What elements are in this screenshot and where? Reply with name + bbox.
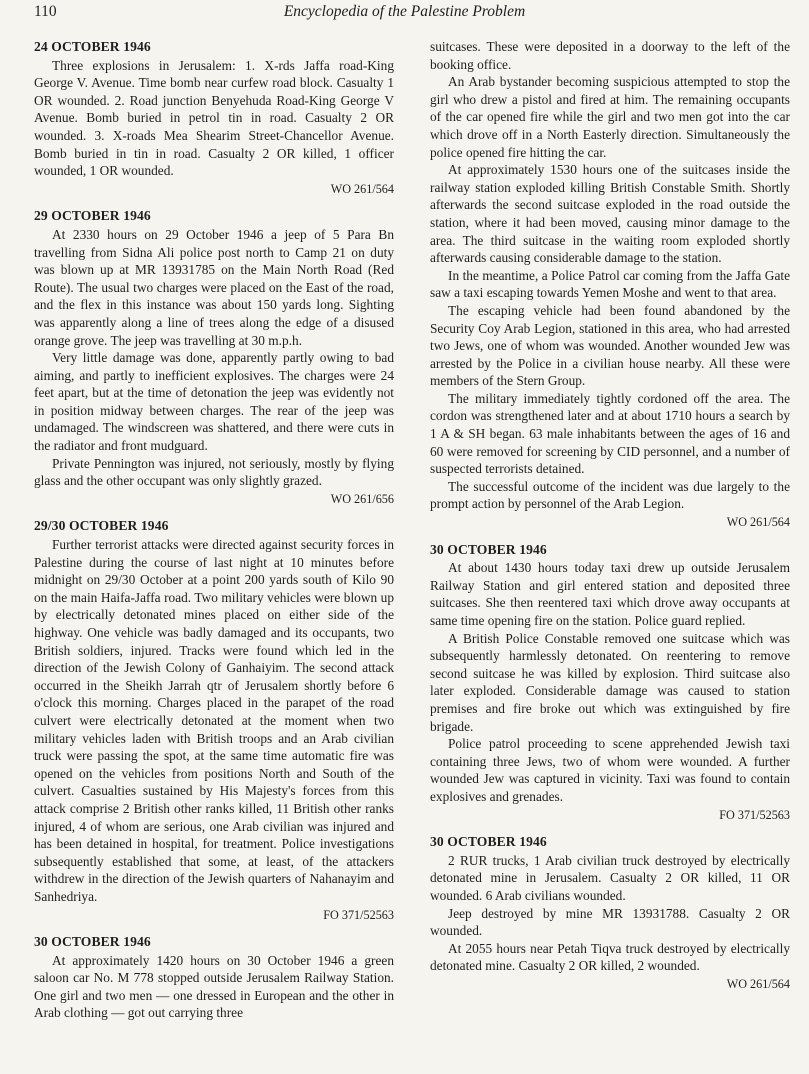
archive-reference: WO 261/656 <box>330 491 394 506</box>
entry-paragraph: At 2055 hours near Petah Tiqva truck destroyed by electrically detonated mine. Casualty 2 OR killed, 2 wounded. <box>430 940 790 974</box>
entry-date-heading: 30 OCTOBER 1946 <box>430 541 547 557</box>
entry-date-heading: 29/30 OCTOBER 1946 <box>34 518 169 534</box>
entry-paragraph: Three explosions in Jerusalem: 1. X-rds Jaffa road-King George V. Avenue. Time bomb near curfew road block. Casualty 1 OR wounded. 2. Road junction Benyehuda Road-King George V Avenue. Bomb buried in petrol tin in road. Casualty 2 OR wounded. 3. X-roads Mea Shearim Street-Chancellor Avenue. Bomb buried in tin in road. Casualty 2 OR killed, 1 officer wounded, 1 OR wounded. <box>34 57 394 179</box>
entry-paragraph: At 2330 hours on 29 October 1946 a jeep of 5 Para Bn travelling from Sidna Ali police post north to Camp 21 on duty was blown up at MR 13931785 on the Main North Road (Red Route). The usual two charges were placed on the East of the road, and the flex in this instance was about 150 yards long. Sighting was apparently along a line of trees along the edge of a disused orange grove. The jeep was travelling at 30 m.p.h. <box>34 226 394 348</box>
page-number: 110 <box>34 3 57 20</box>
left-column <box>34 38 394 1022</box>
entry-paragraph: At approximately 1420 hours on 30 October 1946 a green saloon car No. M 778 stopped outside Jerusalem Railway Station. One girl and two men — one dressed in European and the other in Arab clothing — got out carrying three <box>34 952 394 1021</box>
entry-paragraph: The successful outcome of the incident was due largely to the prompt action by personnel of the Arab Legion. <box>430 478 790 512</box>
archive-reference: WO 261/564 <box>330 181 394 196</box>
entry-date-heading: 29 OCTOBER 1946 <box>34 208 151 224</box>
running-title: Encyclopedia of the Palestine Problem <box>283 3 526 20</box>
entry-paragraph: The escaping vehicle had been found abandoned by the Security Coy Arab Legion, stationed in this area, who had arrested two Jews, one of whom was wounded. Another wounded Jew was arrested by the Police in a civilian house nearby. All these were members of the Stern Group. <box>430 302 790 389</box>
entry-paragraph: Very little damage was done, apparently partly owing to bad aiming, and partly to inefficient explosives. The charges were 24 feet apart, but at the time of detonation the jeep was evidently not in position midway between charges. The rear of the jeep was undamaged. The windscreen was shattered, and there were cuts in the radiator and front mudguard. <box>34 350 394 454</box>
entry-paragraph: An Arab bystander becoming suspicious attempted to stop the girl who drew a pistol and fired at him. The remaining occupants of the car opened fire while the girl and two men got into the car which drove off in a North Easterly direction. Simultaneously the police opened fire hitting the car. <box>430 74 790 160</box>
entry-section <box>34 38 394 198</box>
entry-paragraph: A British Police Constable removed one suitcase which was subsequently harmlessly detonated. On reentering to remove second suitcase he was killed by explosion. Third suitcase also later exploded. Considerable damage was caused to station premises and fire broke out which was extinguished by fire brigade. <box>430 630 790 734</box>
archive-reference: FO 371/52563 <box>719 807 790 822</box>
entry-paragraph: Private Pennington was injured, not seriously, mostly by flying glass and the other occupant was only slightly grazed. <box>34 455 394 489</box>
page-header <box>0 3 809 23</box>
entry-paragraph: Further terrorist attacks were directed against security forces in Palestine during the course of last night at 10 minutes before midnight on 29/30 October at a point 200 yards south of Kilo 90 on the main Haifa-Jaffa road. Two military vehicles were blown up by electrically detonated mines placed on either side of the highway. One vehicle was badly damaged and its occupants, two British soldiers, injured. Tracks were found which led in the direction of the Jewish Colony of Ganhaiyim. The second attack occurred in the Sheikh Jarrah qtr of Jerusalem shortly before 6 o'clock this morning. Charges placed in the parapet of the road culvert were electrically detonated at the moment when two military vehicles laden with British troops and an Arab civilian truck were passing the spot, at the same time automatic fire was opened on the vehicles from positions North and South of the culvert. Casualties sustained by His Majesty's forces from this attack comprise 2 British other ranks killed, 11 British other ranks injured, 4 of whom are serious, one Arab civilian was injured and has been detained in hospital, for treatment. Police investigations subsequently established that some, at least, of the attackers withdrew in the direction of the Jewish quarters of Nahanayim and Sanhedriya. <box>34 537 394 904</box>
entry-section <box>34 517 394 924</box>
entry-paragraph: Jeep destroyed by mine MR 13931788. Casualty 2 OR wounded. <box>430 905 790 939</box>
entry-paragraph: At about 1430 hours today taxi drew up outside Jerusalem Railway Station and girl entered station and deposited three suitcases. She then reentered taxi which drove away occupants at same time opening fire on the station. Police guard replied. <box>430 560 790 628</box>
entry-section <box>430 833 790 993</box>
archive-reference: FO 371/52563 <box>323 907 394 922</box>
right-column <box>430 38 790 995</box>
archive-reference: WO 261/564 <box>726 515 790 530</box>
entry-section <box>34 933 394 1022</box>
entry-paragraph: The military immediately tightly cordoned off the area. The cordon was strengthened later and at about 1710 hours a search by 1 A & SH began. 63 male inhabitants between the ages of 16 and 60 were removed for screening by CID personnel, and a number of suspected terrorists detained. <box>430 390 790 477</box>
entry-section <box>34 207 394 508</box>
archive-reference: WO 261/564 <box>726 976 790 991</box>
entry-date-heading: 24 OCTOBER 1946 <box>34 39 151 54</box>
entry-paragraph: Police patrol proceeding to scene apprehended Jewish taxi containing three Jews, two of whom were wounded. A further wounded Jew was captured in vicinity. Taxi was found to contain explosives and grenades. <box>430 736 790 804</box>
entry-date-heading: 30 OCTOBER 1946 <box>430 834 547 850</box>
entry-paragraph: At approximately 1530 hours one of the suitcases inside the railway station exploded killing British Constable Smith. Shortly afterwards the second suitcase exploded in the road outside the station, where it had been moved, causing minor damage to the area. The third suitcase in the waiting room exploded shortly afterwards causing considerable damage to the station. <box>430 162 790 266</box>
entry-paragraph: suitcases. These were deposited in a doorway to the left of the booking office. <box>430 39 790 72</box>
entry-paragraph: In the meantime, a Police Patrol car coming from the Jaffa Gate saw a taxi escaping towards Yemen Moshe and went to that area. <box>430 267 790 301</box>
entry-section <box>430 541 790 825</box>
entry-paragraph: 2 RUR trucks, 1 Arab civilian truck destroyed by electrically detonated mine in Jerusalem. Casualty 2 OR killed, 11 OR wounded. 6 Arab civilians wounded. <box>430 852 790 903</box>
entry-section <box>430 38 790 532</box>
entry-date-heading: 30 OCTOBER 1946 <box>34 934 151 950</box>
